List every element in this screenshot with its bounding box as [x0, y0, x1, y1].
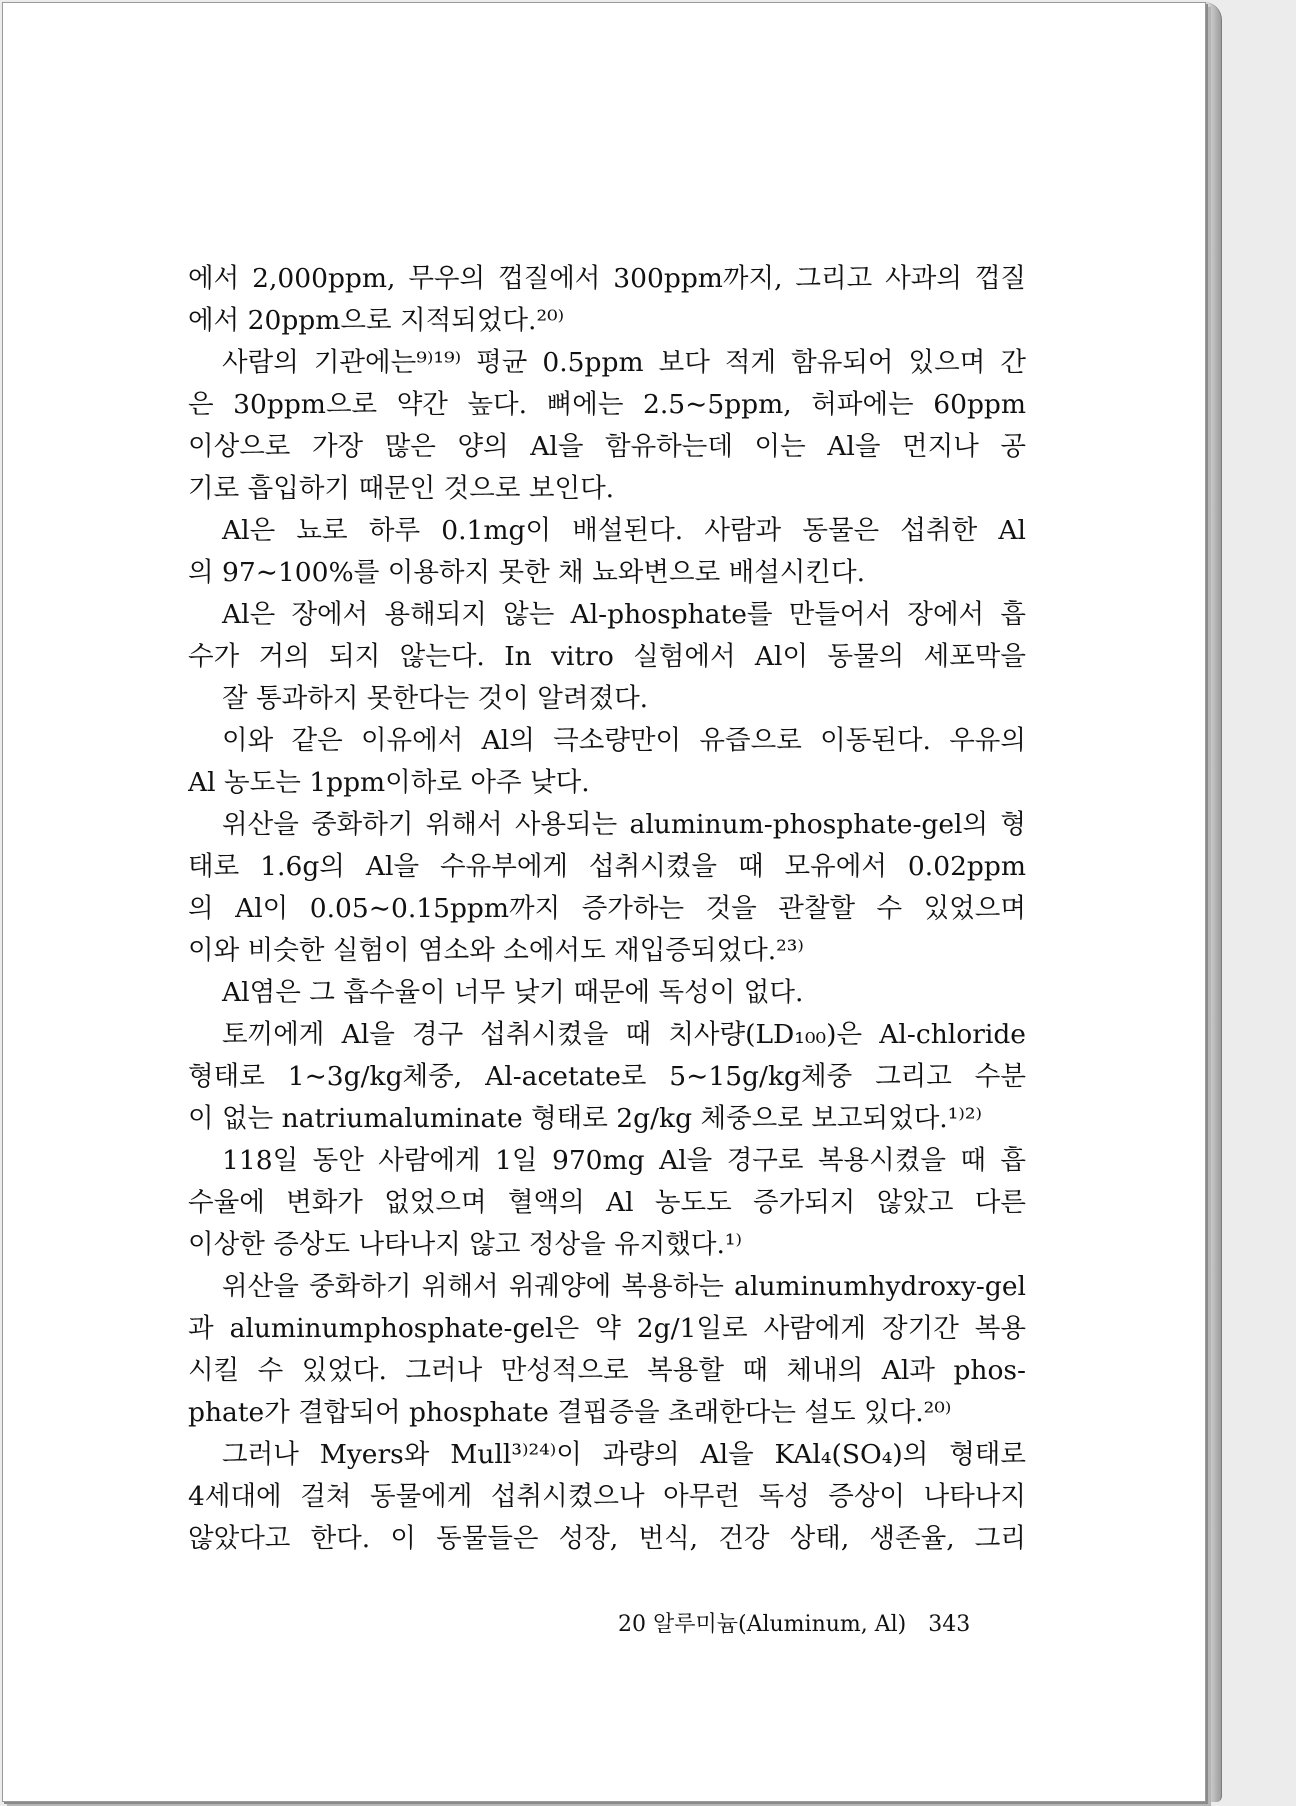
text-line: 의 Al이 0.05∼0.15ppm까지 증가하는 것을 관찰할 수 있었으며: [188, 893, 1026, 924]
text-line: 위산을 중화하기 위해서 위궤양에 복용하는 aluminumhydroxy-gel: [222, 1271, 1026, 1302]
paragraph: [188, 1140, 1026, 1266]
text-line: 이상으로 가장 많은 양의 Al을 함유하는데 이는 Al을 먼지나 공: [188, 431, 1026, 462]
text-line: 에서 2,000ppm, 무우의 껍질에서 300ppm까지, 그리고 사과의 껍질: [188, 263, 1026, 294]
text-line: 않았다고 한다. 이 동물들은 성장, 번식, 건강 상태, 생존율, 그리: [188, 1523, 1026, 1554]
text-line: 에서 20ppm으로 지적되었다.²⁰⁾: [188, 305, 565, 336]
paragraph: [188, 720, 1026, 804]
text-line: Al염은 그 흡수율이 너무 낮기 때문에 독성이 없다.: [222, 977, 804, 1008]
text-line: Al은 장에서 용해되지 않는 Al-phosphate를 만들어서 장에서 흡: [222, 599, 1026, 630]
text-line: 수가 거의 되지 않는다. In vitro 실험에서 Al이 동물의 세포막을: [188, 641, 1026, 672]
text-line: 은 30ppm으로 약간 높다. 뼈에는 2.5∼5ppm, 허파에는 60ppm: [188, 389, 1026, 420]
text-line: 이와 비슷한 실험이 염소와 소에서도 재입증되었다.²³⁾: [188, 935, 804, 966]
paragraph: [188, 1266, 1026, 1434]
paragraph: [188, 1014, 1026, 1140]
paragraph: [188, 594, 1026, 720]
text-line: 이상한 증상도 나타나지 않고 정상을 유지했다.¹⁾: [188, 1229, 743, 1260]
text-line: 이 없는 natriumaluminate 형태로 2g/kg 체중으로 보고되었다.¹⁾²⁾: [188, 1103, 982, 1134]
text-line: 수율에 변화가 없었으며 혈액의 Al 농도도 증가되지 않았고 다른: [188, 1187, 1026, 1218]
page-number: 343: [928, 1612, 971, 1637]
text-line: 의 97∼100%를 이용하지 못한 채 뇨와변으로 배설시킨다.: [188, 557, 866, 588]
text-line: 그러나 Myers와 Mull³⁾²⁴⁾이 과량의 Al을 KAl₄(SO₄)의 형태로: [222, 1439, 1026, 1470]
text-line: 형태로 1∼3g/kg체중, Al-acetate로 5∼15g/kg체중 그리고 수분: [188, 1061, 1026, 1092]
paragraph: [188, 972, 1026, 1014]
text-line: 토끼에게 Al을 경구 섭취시켰을 때 치사량(LD₁₀₀)은 Al-chloride: [222, 1019, 1026, 1050]
paragraph: [188, 342, 1026, 510]
paragraph: [188, 258, 1026, 342]
text-line: 4세대에 걸쳐 동물에게 섭취시켰으나 아무런 독성 증상이 나타나지: [188, 1481, 1026, 1512]
text-line: 과 aluminumphosphate-gel은 약 2g/1일로 사람에게 장기간 복용: [188, 1313, 1026, 1344]
text-line: Al 농도는 1ppm이하로 아주 낮다.: [188, 767, 590, 798]
text-line: 기로 흡입하기 때문인 것으로 보인다.: [188, 473, 615, 504]
paragraph: [188, 804, 1026, 972]
text-line: 시킬 수 있었다. 그러나 만성적으로 복용할 때 체내의 Al과 phos-: [188, 1355, 1026, 1386]
running-footer: [618, 1607, 970, 1638]
text-line: Al은 뇨로 하루 0.1mg이 배설된다. 사람과 동물은 섭취한 Al: [222, 515, 1026, 546]
text-line: 위산을 중화하기 위해서 사용되는 aluminum-phosphate-gel의 형: [222, 809, 1026, 840]
paragraph: [188, 510, 1026, 594]
text-line: phate가 결합되어 phosphate 결핍증을 초래한다는 설도 있다.²⁰⁾: [188, 1397, 952, 1428]
paragraph: [188, 1434, 1026, 1560]
page-body: [188, 258, 1026, 1560]
text-line: 사람의 기관에는⁹⁾¹⁹⁾ 평균 0.5ppm 보다 적게 함유되어 있으며 간: [222, 347, 1026, 378]
text-line: 잘 통과하지 못한다는 것이 알려졌다.: [222, 683, 649, 714]
text-line: 이와 같은 이유에서 Al의 극소량만이 유즙으로 이동된다. 우유의: [222, 725, 1026, 756]
text-line: 118일 동안 사람에게 1일 970mg Al을 경구로 복용시켰을 때 흡: [222, 1145, 1026, 1176]
chapter-title: 20 알루미늄(Aluminum, Al): [618, 1612, 907, 1637]
text-line: 태로 1.6g의 Al을 수유부에게 섭취시켰을 때 모유에서 0.02ppm: [188, 851, 1026, 882]
